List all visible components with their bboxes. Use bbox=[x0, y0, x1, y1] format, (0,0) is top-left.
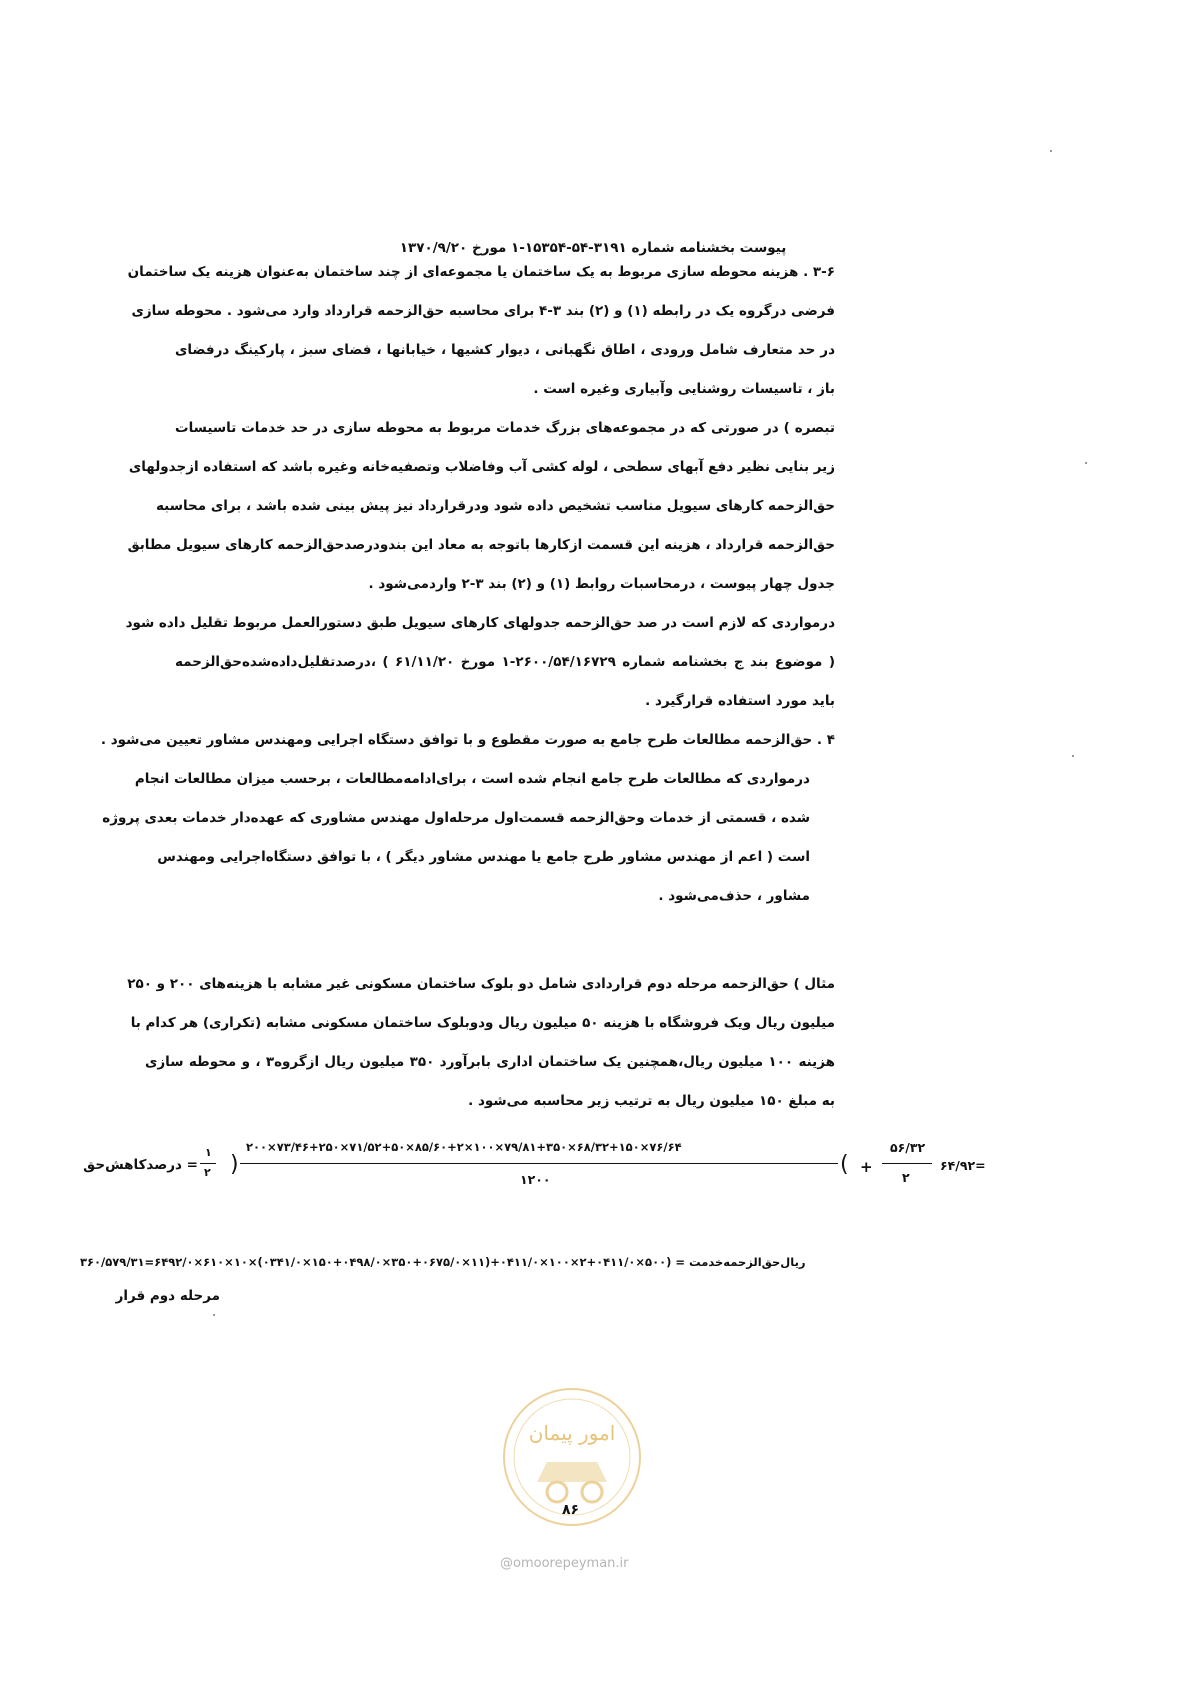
text-line: میلیون ریال ویک فروشگاه با هزینه ۵۰ میلیون ریال ودوبلوک ساختمان مسکونی مشابه (تکراری) هر کدام با bbox=[130, 1015, 835, 1031]
fraction-denominator: ۲ bbox=[902, 1170, 910, 1185]
plus-sign: + bbox=[860, 1158, 873, 1176]
text-line: ( موضوع بند ج بخشنامه شماره ۲۶۰۰/۵۴/۱۶۷۲۹-۱ مورخ ۶۱/۱۱/۲۰ ) ،درصدتقلیل‌داده‌شده‌حق‌الزحمه bbox=[175, 654, 835, 670]
text-line: مشاور ، حذف‌می‌شود . bbox=[658, 888, 810, 904]
text-line: شده ، قسمتی از خدمات وحق‌الزحمه قسمت‌اول مرحله‌اول مهندس مشاوری که عهده‌دار خدمات بعدی پروژه bbox=[102, 810, 810, 826]
fraction-bar bbox=[240, 1163, 838, 1164]
text-line: مثال ) حق‌الزحمه مرحله دوم قراردادی شامل دو بلوک ساختمان مسکونی غیر مشابه با هزینه‌های ۲۰۰ و ۲۵۰ bbox=[127, 976, 835, 992]
big-denominator: ۱۲۰۰ bbox=[520, 1172, 551, 1187]
half-numerator: ۱ bbox=[205, 1146, 212, 1159]
formula-result: ۶۴/۹۲= bbox=[940, 1158, 986, 1173]
text-line: ۴ . حق‌الزحمه مطالعات طرح جامع به صورت مقطوع و با توافق دستگاه اجرایی ومهندس مشاور تعیین می‌شود . bbox=[100, 732, 835, 748]
page-number: ۸۶ bbox=[562, 1502, 580, 1518]
text-line: حق‌الزحمه کارهای سیویل مناسب تشخیص داده شود ودرقرارداد نیز پیش بینی شده باشد ، برای محاسبه bbox=[156, 498, 835, 514]
text-line: مرحله دوم قرار bbox=[115, 1288, 220, 1304]
text-line: درمواردی که مطالعات طرح جامع انجام شده است ، برای‌ادامه‌مطالعات ، برحسب میزان مطالعات انجام bbox=[134, 771, 810, 787]
mark-dot bbox=[1050, 150, 1052, 152]
text-line: باز ، تاسیسات روشنایی وآبیاری وغیره است . bbox=[533, 381, 835, 397]
text-line: باید مورد استفاده قرارگیرد . bbox=[645, 693, 835, 709]
paren-open: ( bbox=[840, 1152, 849, 1177]
text-line: در حد متعارف شامل ورودی ، اطاق نگهبانی ، دیوار کشیها ، خیابانها ، فضای سبز ، پارکینگ درفضای bbox=[175, 342, 835, 358]
watermark-text: امور پیمان bbox=[528, 1421, 616, 1445]
text-line: به مبلغ ۱۵۰ میلیون ریال به ترتیب زیر محاسبه می‌شود . bbox=[468, 1093, 835, 1109]
text-line: ۳-۶ . هزینه محوطه سازی مربوط به یک ساختمان یا مجموعه‌ای از چند ساختمان به‌عنوان هزینه یک ساختمان bbox=[127, 264, 835, 280]
paren-close: ) bbox=[230, 1152, 239, 1177]
mark-dot bbox=[213, 1314, 215, 1316]
website-watermark: @omoorepeyman.ir bbox=[500, 1556, 629, 1571]
half-denominator: ۲ bbox=[204, 1166, 211, 1179]
mark-dot bbox=[1085, 462, 1087, 464]
big-numerator: ۲۰۰×۷۳/۴۶+۲۵۰×۷۱/۵۲+۵۰×۸۵/۶۰+۲×۱۰۰×۷۹/۸۱+۳۵۰×۶۸/۳۲+۱۵۰×۷۶/۶۴ bbox=[246, 1140, 682, 1154]
mark-dot bbox=[1072, 755, 1074, 757]
text-line: فرضی درگروه یک در رابطه (۱) و (۲) بند ۳-۴ برای محاسبه حق‌الزحمه قرارداد وارد می‌شود . محوطه سازی bbox=[131, 303, 835, 319]
formula-label: = درصدکاهش‌حق bbox=[83, 1157, 198, 1173]
text-line: جدول چهار پیوست ، درمحاسبات روابط (۱) و (۲) بند ۳-۲ واردمی‌شود . bbox=[368, 576, 835, 592]
text-line: تبصره ) در صورتی که در مجموعه‌های بزرگ خدمات مربوط به محوطه سازی در حد خدمات تاسیسات bbox=[175, 420, 835, 436]
document-header: پیوست بخشنامه شماره ۳۱۹۱-۵۴-۱۵۳۵۴-۱ مورخ ۱۳۷۰/۹/۲۰ bbox=[399, 240, 787, 256]
fraction-bar bbox=[882, 1163, 932, 1164]
fraction-bar bbox=[200, 1163, 216, 1164]
text-line: حق‌الزحمه قرارداد ، هزینه این قسمت ازکارها باتوجه به معاد این بندودرصدحق‌الزحمه کارهای سیویل مطابق bbox=[127, 537, 835, 553]
text-line: هزینه ۱۰۰ میلیون ریال،همچنین یک ساختمان اداری بابرآورد ۳۵۰ میلیون ریال ازگروه۳ ، و محوطه سازی bbox=[145, 1054, 836, 1070]
text-line: است ( اعم از مهندس مشاور طرح جامع یا مهندس مشاور دیگر ) ، با توافق دستگاه‌اجرایی ومهندس bbox=[157, 849, 810, 865]
formula-fee-calculation: ۳۶۰/۵۷۹/۳۱=۶۴۹۲/۰×۶۱۰×۱۰×(۰۳۴۱/۰×۱۵۰+۰۴۹۸/۰×۳۵۰+۰۶۷۵/۰×۱۱)+۰۴۱۱/۰×۱۰۰×۲+۰۴۱۱/۰×۵۰۰) = ریال‌حق‌الزحمه‌خدمت bbox=[80, 1255, 806, 1269]
text-line: زیر بنایی نظیر دفع آبهای سطحی ، لوله کشی آب وفاضلاب وتصفیه‌خانه وغیره باشد که استفاده ازجدولهای bbox=[128, 459, 835, 475]
text-line: درمواردی که لازم است در صد حق‌الزحمه جدولهای کارهای سیویل طبق دستورالعمل مربوط تقلیل داده شود bbox=[125, 615, 835, 631]
fraction-numerator: ۵۶/۳۲ bbox=[890, 1140, 926, 1155]
